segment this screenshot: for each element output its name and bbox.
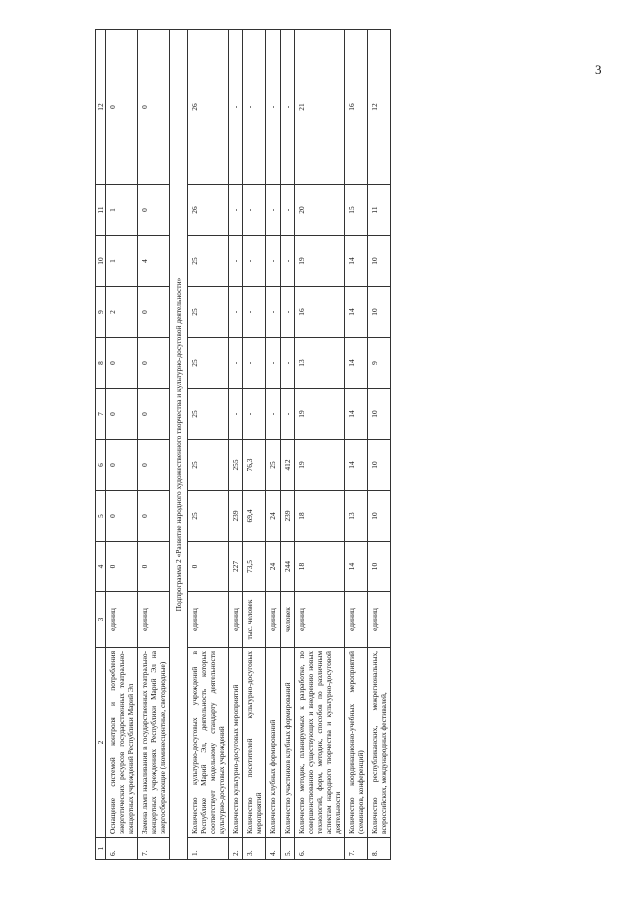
row-value: 13 bbox=[294, 338, 344, 389]
row-value: 227 bbox=[229, 542, 243, 592]
row-value: 412 bbox=[280, 440, 294, 491]
table-row bbox=[243, 30, 266, 860]
row-value: 18 bbox=[294, 491, 344, 542]
row-value: - bbox=[229, 287, 243, 338]
row-description: Количество участников клубных формирований bbox=[280, 648, 294, 838]
row-value: 0 bbox=[138, 338, 170, 389]
row-value: 9 bbox=[367, 338, 390, 389]
col-header: 7 bbox=[96, 389, 106, 440]
col-header: 5 bbox=[96, 491, 106, 542]
row-number: 2. bbox=[229, 838, 243, 860]
row-value: 0 bbox=[138, 491, 170, 542]
row-value: 0 bbox=[138, 185, 170, 236]
row-unit: единиц bbox=[188, 592, 229, 648]
row-value: 0 bbox=[106, 30, 138, 185]
row-value: 0 bbox=[138, 389, 170, 440]
row-value: 239 bbox=[229, 491, 243, 542]
row-number: 8. bbox=[367, 838, 390, 860]
row-number: 7. bbox=[344, 838, 367, 860]
row-unit: тыс. человек bbox=[243, 592, 266, 648]
row-value: - bbox=[229, 185, 243, 236]
row-unit: единиц bbox=[367, 592, 390, 648]
row-value: - bbox=[229, 30, 243, 185]
row-unit: человек bbox=[280, 592, 294, 648]
col-header: 6 bbox=[96, 440, 106, 491]
row-value: 239 bbox=[280, 491, 294, 542]
row-value: 0 bbox=[138, 287, 170, 338]
row-value: 244 bbox=[280, 542, 294, 592]
row-value: 14 bbox=[344, 389, 367, 440]
table-body-subprogram-1 bbox=[106, 30, 170, 860]
row-value: 18 bbox=[294, 542, 344, 592]
row-value: 1 bbox=[106, 236, 138, 287]
row-value: 26 bbox=[188, 185, 229, 236]
row-value: 25 bbox=[188, 236, 229, 287]
row-value: 76,3 bbox=[243, 440, 266, 491]
row-value: 21 bbox=[294, 30, 344, 185]
row-description: Количество координационно-учебных мероприятий (семинаров, конференций) bbox=[344, 648, 367, 838]
row-value: 16 bbox=[344, 30, 367, 185]
row-value: 25 bbox=[188, 491, 229, 542]
table-row bbox=[294, 30, 344, 860]
subprogram-row bbox=[170, 30, 188, 860]
row-description: Замена ламп накаливания в государственных театрально-концертных учреждениях Республики Марий Эл на энергосберегающие (люминесцентные, светодиодные) bbox=[138, 648, 170, 838]
row-value: - bbox=[280, 236, 294, 287]
table-row bbox=[344, 30, 367, 860]
row-number: 6. bbox=[106, 838, 138, 860]
row-value: 0 bbox=[106, 440, 138, 491]
row-number: 1. bbox=[188, 838, 229, 860]
row-value: 0 bbox=[106, 542, 138, 592]
row-unit: единиц bbox=[106, 592, 138, 648]
row-value: - bbox=[280, 287, 294, 338]
row-value: - bbox=[266, 236, 280, 287]
table-row bbox=[367, 30, 390, 860]
col-header: 10 bbox=[96, 236, 106, 287]
row-value: 0 bbox=[138, 440, 170, 491]
row-value: - bbox=[280, 389, 294, 440]
row-value: 0 bbox=[106, 338, 138, 389]
row-value: - bbox=[243, 30, 266, 185]
table-row bbox=[138, 30, 170, 860]
row-unit: единиц bbox=[344, 592, 367, 648]
row-description: Количество посетителей культурно-досуговых мероприятий bbox=[243, 648, 266, 838]
row-value: - bbox=[243, 236, 266, 287]
row-value: 0 bbox=[138, 542, 170, 592]
row-description: Оснащение системой контроля и потребления энергетических ресурсов государственных театрально-концертных учреждений Республики Марий Эл bbox=[106, 648, 138, 838]
table-row bbox=[266, 30, 280, 860]
col-header: 9 bbox=[96, 287, 106, 338]
row-value: 24 bbox=[266, 491, 280, 542]
row-value: 0 bbox=[106, 389, 138, 440]
row-value: 10 bbox=[367, 287, 390, 338]
row-value: - bbox=[243, 287, 266, 338]
col-header: 4 bbox=[96, 542, 106, 592]
row-number: 7. bbox=[138, 838, 170, 860]
row-value: - bbox=[229, 389, 243, 440]
row-value: 4 bbox=[138, 236, 170, 287]
row-value: 10 bbox=[367, 491, 390, 542]
table-body-subprogram-2 bbox=[188, 30, 391, 860]
row-value: 19 bbox=[294, 389, 344, 440]
row-value: - bbox=[243, 185, 266, 236]
subprogram-title: Подпрограмма 2 «Развитие народного художественного творчества и культурно-досуговой деятельности» bbox=[170, 30, 188, 860]
row-unit: единиц bbox=[229, 592, 243, 648]
row-value: 25 bbox=[188, 440, 229, 491]
row-value: 26 bbox=[188, 30, 229, 185]
header-row bbox=[96, 30, 106, 860]
row-value: 14 bbox=[344, 287, 367, 338]
row-value: 0 bbox=[188, 542, 229, 592]
row-value: 25 bbox=[266, 440, 280, 491]
row-value: 10 bbox=[367, 236, 390, 287]
col-header: 8 bbox=[96, 338, 106, 389]
col-header: 2 bbox=[96, 648, 106, 838]
row-value: - bbox=[266, 287, 280, 338]
row-description: Количество республиканских, межрегиональных, всероссийских, международных фестивалей, bbox=[367, 648, 390, 838]
row-value: 24 bbox=[266, 542, 280, 592]
row-description: Количество культурно-досуговых учреждений в Республике Марий Эл, деятельность которых соответствует модельному стандарту деятельности культурно-досуговых учреждений bbox=[188, 648, 229, 838]
col-header: 11 bbox=[96, 185, 106, 236]
row-value: 255 bbox=[229, 440, 243, 491]
row-value: 12 bbox=[367, 30, 390, 185]
row-value: 10 bbox=[367, 389, 390, 440]
page-number: 3 bbox=[595, 62, 602, 77]
row-value: 69,4 bbox=[243, 491, 266, 542]
row-value: - bbox=[266, 389, 280, 440]
row-value: 15 bbox=[344, 185, 367, 236]
row-value: - bbox=[280, 185, 294, 236]
row-value: 13 bbox=[344, 491, 367, 542]
row-value: 14 bbox=[344, 236, 367, 287]
row-number: 4. bbox=[266, 838, 280, 860]
row-number: 5. bbox=[280, 838, 294, 860]
row-value: - bbox=[243, 389, 266, 440]
row-value: 19 bbox=[294, 236, 344, 287]
row-value: 10 bbox=[367, 542, 390, 592]
row-value: - bbox=[280, 338, 294, 389]
row-value: - bbox=[266, 185, 280, 236]
row-value: 14 bbox=[344, 338, 367, 389]
row-value: 25 bbox=[188, 389, 229, 440]
rotated-table-wrapper bbox=[95, 80, 605, 860]
row-value: 1 bbox=[106, 185, 138, 236]
subprogram-section bbox=[170, 30, 188, 860]
row-description: Количество клубных формирований bbox=[266, 648, 280, 838]
table-row bbox=[229, 30, 243, 860]
row-value: 14 bbox=[344, 542, 367, 592]
col-header: 1 bbox=[96, 838, 106, 860]
col-header: 12 bbox=[96, 30, 106, 185]
row-number: 6. bbox=[294, 838, 344, 860]
row-value: 0 bbox=[106, 491, 138, 542]
row-unit: единиц bbox=[294, 592, 344, 648]
table-row bbox=[188, 30, 229, 860]
row-unit: единиц bbox=[138, 592, 170, 648]
table-row bbox=[280, 30, 294, 860]
row-unit: единиц bbox=[266, 592, 280, 648]
row-description: Количество культурно-досуговых мероприятий bbox=[229, 648, 243, 838]
row-value: - bbox=[243, 338, 266, 389]
row-value: 11 bbox=[367, 185, 390, 236]
indicators-table bbox=[95, 29, 391, 860]
row-value: 19 bbox=[294, 440, 344, 491]
row-number: 3. bbox=[243, 838, 266, 860]
row-value: 25 bbox=[188, 338, 229, 389]
row-value: 20 bbox=[294, 185, 344, 236]
row-value: 0 bbox=[138, 30, 170, 185]
row-value: 14 bbox=[344, 440, 367, 491]
row-value: 16 bbox=[294, 287, 344, 338]
row-value: - bbox=[229, 236, 243, 287]
row-value: 25 bbox=[188, 287, 229, 338]
row-value: - bbox=[266, 30, 280, 185]
row-value: 10 bbox=[367, 440, 390, 491]
table-row bbox=[106, 30, 138, 860]
row-value: - bbox=[229, 338, 243, 389]
row-value: 73,5 bbox=[243, 542, 266, 592]
col-header: 3 bbox=[96, 592, 106, 648]
row-value: - bbox=[280, 30, 294, 185]
row-description: Количество методик, планируемых к разработке, по совершенствованию существующих и внедрению новых технологий, форм, методик, способов по различным аспектам народного творчества и культурно-досуговой деятельности bbox=[294, 648, 344, 838]
row-value: - bbox=[266, 338, 280, 389]
row-value: 2 bbox=[106, 287, 138, 338]
